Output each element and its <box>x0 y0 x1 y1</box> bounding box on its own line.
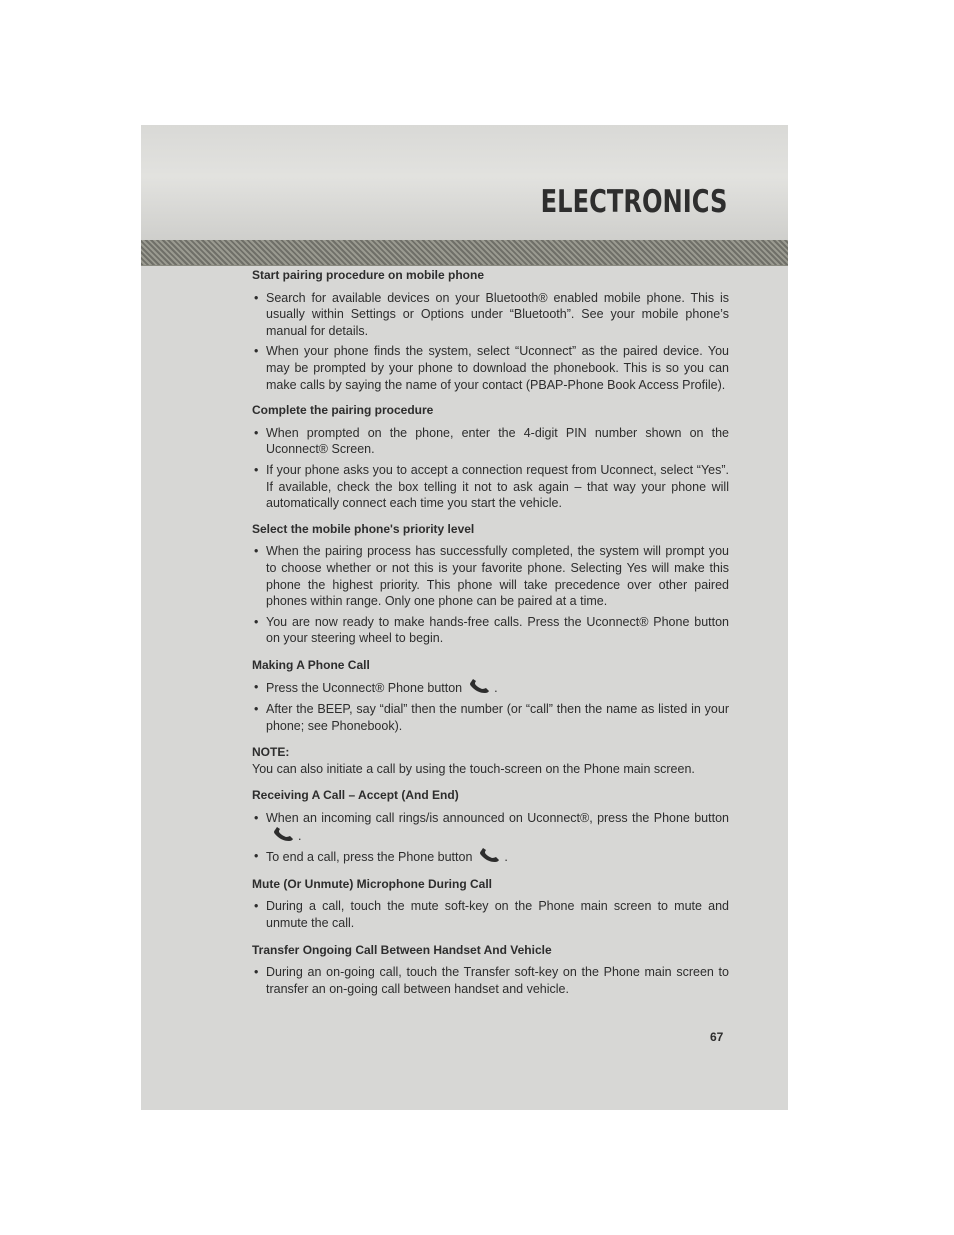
phone-handset-icon <box>272 827 296 843</box>
list-item-end: . <box>494 681 498 696</box>
note-text: You can also initiate a call by using the touch-screen on the Phone main screen. <box>252 761 695 776</box>
note-label: NOTE: <box>252 745 290 760</box>
list-item: • When your phone finds the system, select “Uconnect” as the paired device. You may be prompted by your phone to download the phonebook. This is so you can make calls by saying the name of your contact (PBAP-Phone Book Access Profile). <box>252 343 729 393</box>
header-band <box>141 125 788 240</box>
list-item: • When the pairing process has successfully completed, the system will prompt you to choose whether or not this is your favorite phone. Selecting Yes will make this phone the highest priority. This phone will take precedence over other paired phones within range. Only one phone can be paired at a time. <box>252 543 729 609</box>
section-heading: Mute (Or Unmute) Microphone During Call <box>252 876 492 891</box>
list-item: • During an on-going call, touch the Transfer soft-key on the Phone main screen to transfer an on-going call between handset and vehicle. <box>252 964 729 997</box>
list-item-end: . <box>504 850 508 865</box>
list-item: • If your phone asks you to accept a connection request from Uconnect, select “Yes”. If available, check the box telling it not to ask again – that way your phone will automatically connect each time you start the vehicle. <box>252 462 729 512</box>
section-heading: Complete the pairing procedure <box>252 403 434 418</box>
list-item-text: When an incoming call rings/is announced on Uconnect®, press the Phone button <box>266 811 729 826</box>
phone-handset-icon <box>468 679 492 695</box>
phone-handset-icon <box>478 848 502 864</box>
list-item: • After the BEEP, say “dial” then the number (or “call” then the name as listed in your phone; see Phonebook). <box>252 701 729 734</box>
list-item <box>252 810 729 844</box>
section-heading: Receiving A Call – Accept (And End) <box>252 788 459 803</box>
header-stripe <box>141 240 788 266</box>
list-item: • During a call, touch the mute soft-key on the Phone main screen to mute and unmute the call. <box>252 898 729 931</box>
list-item-end: . <box>298 828 302 843</box>
list-item <box>252 848 729 866</box>
list-item: • You are now ready to make hands-free calls. Press the Uconnect® Phone button on your steering wheel to begin. <box>252 614 729 647</box>
list-item <box>252 679 729 697</box>
section-heading: Start pairing procedure on mobile phone <box>252 268 485 282</box>
list-item: • Search for available devices on your Bluetooth® enabled mobile phone. This is usually within Settings or Options under “Bluetooth”. See your mobile phone’s manual for details. <box>252 290 729 340</box>
list-item: • When prompted on the phone, enter the 4-digit PIN number shown on the Uconnect® Screen. <box>252 425 729 458</box>
section-heading: Making A Phone Call <box>252 657 370 672</box>
page-number: 67 <box>710 1030 724 1044</box>
section-heading: Transfer Ongoing Call Between Handset And Vehicle <box>252 942 552 957</box>
section-heading: Select the mobile phone's priority level <box>252 521 475 536</box>
list-item-text: To end a call, press the Phone button <box>266 850 473 865</box>
page-title: ELECTRONICS <box>540 184 727 220</box>
main-content <box>252 267 729 997</box>
list-item-text: Press the Uconnect® Phone button <box>266 681 463 696</box>
